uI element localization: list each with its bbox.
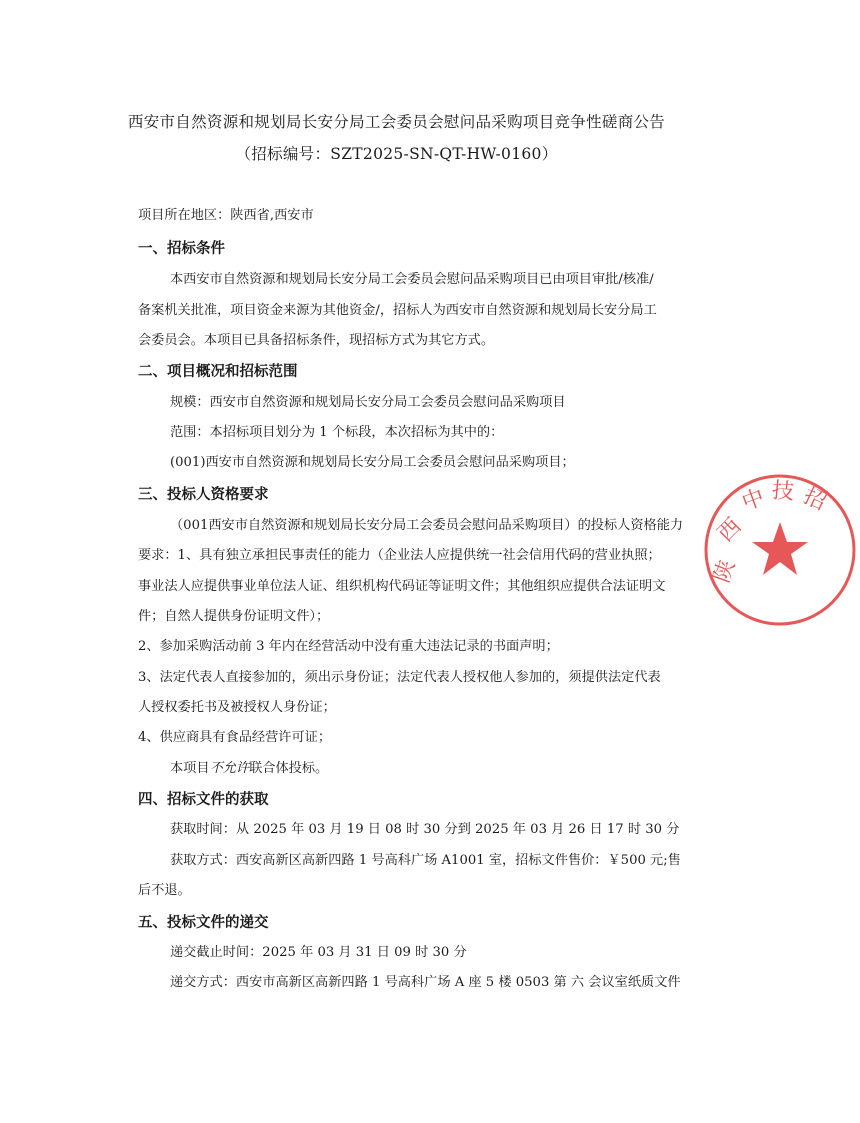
- section-4-method-2: 后不退。: [138, 883, 191, 898]
- joint-bid-note: [170, 760, 328, 778]
- section-3-line-8: 4、供应商具有食品经营许可证；: [138, 730, 332, 745]
- bid-number: （招标编号：SZT2025-SN-QT-HW-0160）: [235, 145, 558, 163]
- section-3-heading: 三、投标人资格要求: [138, 487, 269, 503]
- section-4-method-1: 获取方式：西安高新区高新四路 1 号高科广场 A1001 室，招标文件售价：￥500 元;售: [170, 853, 681, 868]
- seal-char-5: 招: [799, 483, 831, 516]
- section-4-time: 获取时间：从 2025 年 03 月 19 日 08 时 30 分到 2025 年 03 月 26 日 17 时 30 分: [170, 822, 680, 837]
- section-3-line-4: 件；自然人提供身份证明文件）；: [138, 609, 330, 624]
- section-5-heading: 五、投标文件的递交: [138, 915, 269, 931]
- section-5-deadline: 递交截止时间：2025 年 03 月 31 日 09 时 30 分: [170, 945, 467, 960]
- seal-star-icon: [752, 522, 808, 575]
- document-title: 西安市自然资源和规划局长安分局工会委员会慰问品采购项目竞争性磋商公告: [127, 113, 666, 131]
- seal-char-3: 中: [738, 484, 768, 516]
- section-1-line-3: 会委员会。本项目已具备招标条件，现招标方式为其它方式。: [138, 333, 495, 348]
- section-1-line-1: 本西安市自然资源和规划局长安分局工会委员会慰问品采购项目已由项目审批/核准/: [170, 272, 654, 287]
- joint-bid-prefix: 本项目: [170, 761, 210, 776]
- section-2-heading: 二、项目概况和招标范围: [138, 364, 298, 380]
- joint-bid-emphasis: 不允许: [209, 761, 250, 776]
- section-3-line-7: 人授权委托书及被授权人身份证；: [138, 700, 336, 715]
- section-3-line-2: 要求：1、具有独立承担民事责任的能力（企业法人应提供统一社会信用代码的营业执照；: [138, 548, 661, 563]
- section-3-line-3: 事业法人应提供事业单位法人证、组织机构代码证等证明文件；其他组织应提供合法证明文: [138, 579, 666, 594]
- seal-char-1: 陕: [709, 556, 741, 587]
- section-4-heading: 四、招标文件的获取: [138, 792, 269, 808]
- section-2-item: (001)西安市自然资源和规划局长安分局工会委员会慰问品采购项目；: [170, 455, 575, 470]
- section-3-line-6: 3、法定代表人直接参加的，须出示身份证；法定代表人授权他人参加的，须提供法定代表: [138, 670, 661, 685]
- section-3-line-1: （001西安市自然资源和规划局长安分局工会委员会慰问品采购项目）的投标人资格能力: [170, 518, 684, 533]
- section-3-line-5: 2、参加采购活动前 3 年内在经营活动中没有重大违法记录的书面声明；: [138, 639, 559, 654]
- joint-bid-suffix: 联合体投标。: [249, 761, 329, 776]
- seal-char-2: 西: [713, 513, 747, 547]
- section-5-method: 递交方式：西安市高新区高新四路 1 号高科广场 A 座 5 楼 0503 第 六 会议室纸质文件: [170, 975, 681, 990]
- project-region: 项目所在地区：陕西省,西安市: [138, 208, 314, 223]
- seal-char-4: 技: [770, 478, 795, 506]
- official-seal-stamp: [700, 470, 860, 630]
- section-1-heading: 一、招标条件: [138, 241, 225, 257]
- section-2-scope: 范围：本招标项目划分为 1 个标段，本次招标为其中的：: [170, 425, 504, 440]
- section-2-scale: 规模：西安市自然资源和规划局长安分局工会委员会慰问品采购项目: [170, 395, 566, 410]
- section-1-line-2: 备案机关批准，项目资金来源为其他资金/，招标人为西安市自然资源和规划局长安分局工: [138, 303, 657, 318]
